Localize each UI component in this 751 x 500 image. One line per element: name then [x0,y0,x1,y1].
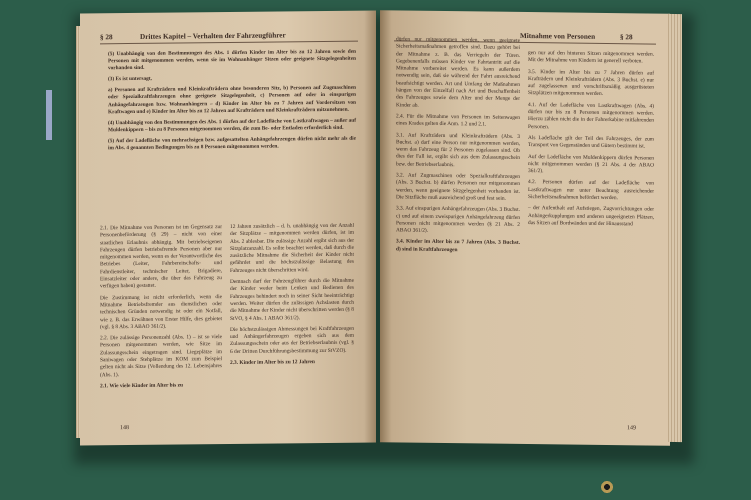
right-col1-para-2: 2.4. Für die Mitnahme von Personen im Seitenwagen eines Krades gelten die Anm. 1.2 und 2.1. [396,113,520,128]
left-column-2 [230,223,354,372]
left-col1-para-4: 2.1. Wie viele Kinder im Alter bis zu [100,382,184,390]
right-page-number: 149 [627,425,636,432]
left-chapter-title: Drittes Kapitel – Verhalten der Fahrzeugführer [140,31,286,41]
left-col2-para-1: 12 Jahren zusätzlich – d. h. unabhängig von der Anzahl der Sitzplätze – mitgenommen werden dürfen, ist im Abs. 2 ablesbar. Die zulässige Anzahl ergibt sich aus der Sitzplatzanzahl. Es sollte beachtet werden, daß durch die zusätzliche Mitnahme die Sicherheit der Kinder nicht gefährdet und die höchstzulässige Belastung des Fahrzeuges nicht überschritten wird. [230,222,354,274]
rule-para-5: (5) Auf der Ladefläche von mehrachsigen bzw. aufgesattelten Anhängefahrzeugen dürfen nicht mehr als die im Abs. 4 genannten Bedingungen bis zu 8 Personen mitgenommen werden. [108,135,356,152]
right-col2-para-6: 4.2. Personen dürfen auf der Ladefläche von Lastkraftwagen nur unter Beachtung ausreichender Sicherheitsmaßnahmen befördert werden. [528,179,654,202]
page-edges-right [668,14,682,442]
right-col1-para-1: dürfen nur mitgenommen werden, wenn geeignete Sicherheitsmaßnahmen getroffen sind. Dazu gehört bei der Mitnahme z. B. das Verriegeln der Türen. Gegebenenfalls müssen Kinder vor Fahrtantritt auf die Mitnahme vorbereitet werden. Es kann außerdem notwendig sein, daß sie während der Fahrt ausreichend beaufsichtigt werden. Art und Umfang der Maßnahmen hängen von der Einzelfall nach Art und Beschaffenheit des Fahrzeuges sowie dem Alter und der Menge der Kinder ab. [396,36,520,109]
rule-para-3: a) Personen auf Krafträdern und Kleinkrafträdern ohne besonderen Sitz, b) Personen auf Zugmaschinen oder Spezialkraftfahrzeugen ohne geeignete Sitzgelegenheit, c) Personen auf oder in einspurigen Anhängefahrzeugen bzw. Wohnanhängern – d) Kinder im Alter bis zu 7 Jahren auf Vordersitzen von Kraftwagen und e) Kinder im Alter bis zu 12 Jahren auf Krafträdern und Kleinkrafträdern mitzunehmen. [108,85,356,115]
right-col2-para-5: Auf der Ladefläche von Muldenkippern dürfen Personen nicht mitgenommen werden (§ 21 Abs. 4 der ABAO 361/2). [528,153,654,175]
right-col1-para-4: 3.2. Auf Zugmaschinen oder Spezialkraftfahrzeugen (Abs. 3 Buchst. b) dürfen Personen nur mitgenommen werden, wenn geeignete Sitzgelegenheit vorhanden ist. Die Sitzfläche muß ausreichend groß und fest sein. [396,172,520,202]
left-section-number: § 28 [100,33,113,42]
right-col2-para-3: 4.1. Auf der Ladefläche von Lastkraftwagen (Abs. 4) dürfen nur bis zu 8 Personen mitgenommen werden. Hierzu zählen nicht die in der Fahrerkabine mitfahrenden Personen. [528,101,654,130]
rule-para-2: (3) Es ist untersagt, [108,76,152,83]
right-column-2 [528,50,654,233]
left-col1-para-3: 2.2. Die zulässige Personenzahl (Abs. 1) – ist so viele Personen mitgenommen werden, wie Sitze im Zulassungsschein eingetragen sind. Liegeplätze im Saniwagen oder Stehplätze im KOM zum Beispiel gelten nicht als Sitze (Vollendung des 12. Lebensjahres (Abs. 1). [100,334,222,378]
rule-para-1: (5) Unabhängig von den Bestimmungen des Abs. 1 dürfen Kinder im Alter bis zu 12 Jahren sowie den Personen mit mitgenommen werden, wenn sie im Wohnanhänger Sitzen oder geeignete Sitzgelegenheiten vorhanden sind. [108,48,356,72]
left-column-1 [100,224,222,395]
right-chapter-title: Mitnahme von Personen [520,31,596,41]
rule-para-4: (4) Unabhängig von den Bestimmungen des Abs. 1 dürfen auf der Ladefläche von Lastkraftwagen – außer auf Muldenkippern – bis zu 8 Personen mitgenommen werden, die zum Be- oder Entladen erforderlich sind. [108,117,356,134]
left-col1-para-2: Die Zustimmung ist nicht erforderlich, wenn die Mitnahme Betriebsfremder aus dienstlichen oder technischen Gründen notwendig ist oder ein Notfall, wie z. B. das Erwähnen von Erster Hilfe, dies gebietet (vgl. § 8 Abs. 3 ABAO 361/2). [100,293,222,331]
right-section-number: § 28 [620,33,633,42]
bookmark-tab [46,90,52,140]
right-col2-para-4: Als Ladefläche gilt der Teil des Fahrzeuges, der zum Transport von Gegenständen und Gütern bestimmt ist. [528,135,654,150]
left-rule-text [108,49,356,157]
right-col1-para-6: 3.4. Kinder im Alter bis zu 7 Jahren (Abs. 3 Buchst. d) sind in Kraftfahrzeugen [396,238,520,253]
right-page [380,10,670,446]
right-col2-para-7: – der Aufenthalt auf Aufstiegen, Zugvorrichtungen oder Anhängerkupplungen und anderen ungeeigneten Plätzen, das Sitzen auf Bordwänden und der Hinausstand [528,205,654,228]
left-col2-para-3: Die höchstzulässigen Abmessungen bei Kraftfahrzeugen und Anhängerfahrzeugen ergeben sich aus dem Zulassungsschein oder aus der Betriebserlaubnis (vgl. § 6 der Dritten Durchführungsbestimmung zur StVZO). [230,325,354,355]
right-column-1 [396,36,520,259]
left-page-number: 148 [120,425,129,432]
left-col1-para-1: 2.1. Die Mitnahme von Personen ist im Gegensatz zur Personenbeförderung (§ 29) – nicht von einer staatlichen Erlaubnis abhängig. Mit betriebseigenen Fahrzeugen dürfen betriebsfremde Personen aber nur mitgenommen werden, wenn es der Verantwortliche des Betriebes (Leiter, Fahrbereitschafts- und Fahrdienstleiter, technischer Leiter, Brigadiere, Einsatzleiter oder andere, die über das Fahrzeug zu verfügen haben) gestattet. [100,224,222,290]
right-col2-para-1: gen nur auf den hinteren Sitzen mitgenommen werden. Mit der Mitnahme von Kindern ist generell verboten. [528,50,654,65]
right-col2-para-2: 3.5. Kinder im Alter bis zu 7 Jahren dürfen auf Krafträdern und Kleinkrafträdern (Abs. 3 Buchst. e) nur auf zugelassenen und vorschriftsmäßig ausgerüsteten Sitzplätzen mitgenommen werden. [528,68,654,98]
grommet [600,480,614,494]
left-col2-para-2: Demnach darf der Fahrzeugführer durch die Mitnahme der Kinder weder beim Lenken und Bedienen des Fahrzeuges behindert noch in seiner Sicht beeinträchtigt werden. Weiter dürfen die zulässigen Achslasten durch die Mitnahme der Kinder nicht überschritten werden (§ 8 StVO, § 4 Abs. 1 ABAO 361/2). [230,277,354,322]
left-header-rule [100,41,358,45]
right-col1-para-3: 3.1. Auf Krafträdern und Kleinkrafträdern (Abs. 3 Buchst. a) darf eine Person nur mitgenommen werden, wenn das Fahrzeug für 2 Personen zugelassen sind. Ob dies der Fall ist, ergibt sich aus dem Zulassungsschein bzw. der Betriebserlaubnis. [396,131,520,168]
left-page [80,10,376,445]
right-col1-para-5: 3.3. Auf einspurigen Anhängefahrzeugen (Abs. 3 Buchst. c) und auf einem zweispurigen Anhängefahrzeug dürfen Personen nicht mitgenommen werden (§ 21 Abs. 2 ABAO 361/2). [396,205,520,234]
left-col2-para-4: 2.3. Kinder im Alter bis zu 12 Jahren [230,359,315,367]
